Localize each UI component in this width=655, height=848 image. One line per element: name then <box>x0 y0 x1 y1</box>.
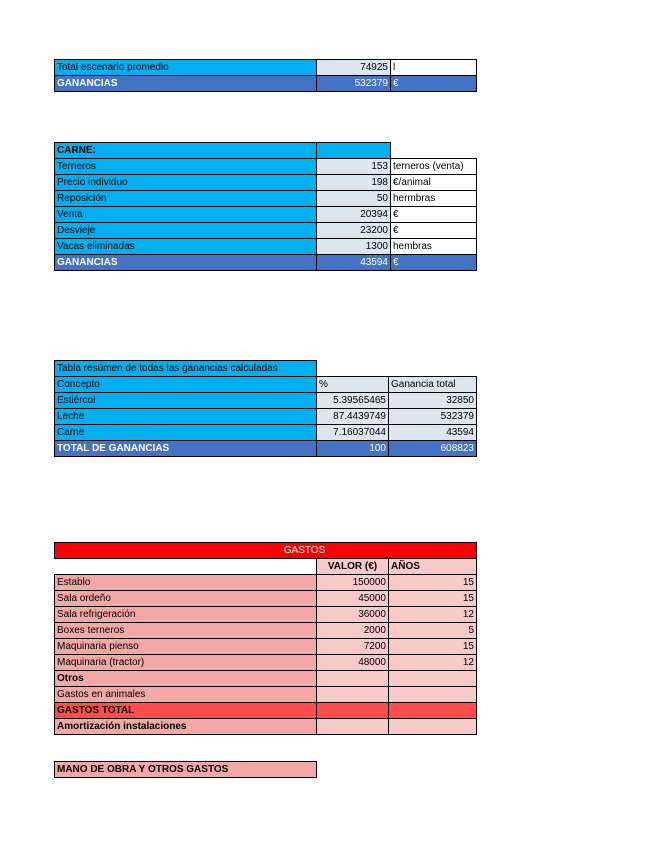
gastos-valor: 7200 <box>317 639 389 655</box>
resumen-concepto: Estiércol <box>55 393 317 409</box>
summary-unit: € <box>391 76 477 92</box>
carne-value: 153 <box>317 159 391 175</box>
carne-value: 23200 <box>317 223 391 239</box>
resumen-concepto: Leche <box>55 409 317 425</box>
gastos-valor <box>317 671 389 687</box>
carne-title: CARNE: <box>55 143 317 159</box>
amortizacion-valor <box>317 719 389 735</box>
carne-label: Venta <box>55 207 317 223</box>
table-header-row <box>55 559 477 575</box>
col-header: Concepto <box>55 377 317 393</box>
gastos-anos: 15 <box>389 591 477 607</box>
table-row <box>55 575 477 591</box>
summary-value: 74925 <box>317 60 391 76</box>
gastos-title: GASTOS <box>55 543 477 559</box>
col-header: % <box>317 377 389 393</box>
carne-unit: € <box>391 223 477 239</box>
resumen-table <box>54 360 477 457</box>
empty-cell <box>317 361 389 377</box>
gastos-anos: 12 <box>389 655 477 671</box>
carne-total-label: GANANCIAS <box>55 255 317 271</box>
summary-value: 532379 <box>317 76 391 92</box>
col-header: Ganancia total <box>389 377 477 393</box>
gastos-label: Sala refrigeración <box>55 607 317 623</box>
table-row <box>55 639 477 655</box>
empty-cell <box>389 361 477 377</box>
carne-label: Vacas eliminadas <box>55 239 317 255</box>
carne-unit: hembras <box>391 239 477 255</box>
table-row <box>55 159 477 175</box>
gastos-total-valor <box>317 703 389 719</box>
gastos-valor: 36000 <box>317 607 389 623</box>
table-row <box>55 76 477 92</box>
table-row <box>55 703 477 719</box>
mano-obra-label: MANO DE OBRA Y OTROS GASTOS <box>55 762 317 778</box>
col-header: AÑOS <box>389 559 477 575</box>
gastos-valor: 48000 <box>317 655 389 671</box>
gastos-label: Maquinaria pienso <box>55 639 317 655</box>
carne-label: Precio individuo <box>55 175 317 191</box>
summary-label: Total escenario promedio <box>55 60 317 76</box>
carne-unit: €/animal <box>391 175 477 191</box>
amortizacion-label: Amortización instalaciones <box>55 719 317 735</box>
table-row <box>55 623 477 639</box>
gastos-anos: 15 <box>389 575 477 591</box>
table-row <box>55 255 477 271</box>
table-row <box>55 425 477 441</box>
resumen-pct: 5.39565465 <box>317 393 389 409</box>
carne-table <box>54 142 477 271</box>
resumen-total-label: TOTAL DE GANANCIAS <box>55 441 317 457</box>
mano-obra-table <box>54 761 317 778</box>
col-header: VALOR (€) <box>317 559 389 575</box>
table-row <box>55 393 477 409</box>
carne-value: 1300 <box>317 239 391 255</box>
gastos-anos: 12 <box>389 607 477 623</box>
table-row <box>55 60 477 76</box>
gastos-total-anos <box>389 703 477 719</box>
amortizacion-anos <box>389 719 477 735</box>
gastos-anos <box>389 687 477 703</box>
gastos-anos <box>389 671 477 687</box>
carne-value: 50 <box>317 191 391 207</box>
table-row <box>55 175 477 191</box>
gastos-label: Gastos en animales <box>55 687 317 703</box>
summary-label: GANANCIAS <box>55 76 317 92</box>
gastos-label: Maquinaria (tractor) <box>55 655 317 671</box>
gastos-label: Sala ordeño <box>55 591 317 607</box>
table-row <box>55 607 477 623</box>
table-row <box>55 223 477 239</box>
gastos-valor <box>317 687 389 703</box>
carne-title-fill <box>317 143 391 159</box>
empty-cell <box>55 559 317 575</box>
carne-label: Desvieje <box>55 223 317 239</box>
carne-label: Reposición <box>55 191 317 207</box>
gastos-table <box>54 542 477 735</box>
carne-total-unit: € <box>391 255 477 271</box>
summary-table <box>54 59 477 92</box>
resumen-title: Tabla resúmen de todas las ganancias calculadas <box>55 361 317 377</box>
gastos-total-label: GASTOS TOTAL <box>55 703 317 719</box>
carne-unit: € <box>391 207 477 223</box>
table-row <box>55 441 477 457</box>
carne-value: 20394 <box>317 207 391 223</box>
table-row <box>55 591 477 607</box>
empty-cell <box>391 143 477 159</box>
carne-total-value: 43594 <box>317 255 391 271</box>
resumen-total-ganancia: 608823 <box>389 441 477 457</box>
table-row <box>55 191 477 207</box>
gastos-label: Otros <box>55 671 317 687</box>
resumen-ganancia: 532379 <box>389 409 477 425</box>
table-row <box>55 207 477 223</box>
gastos-valor: 150000 <box>317 575 389 591</box>
carne-value: 198 <box>317 175 391 191</box>
gastos-anos: 15 <box>389 639 477 655</box>
table-row <box>55 671 477 687</box>
carne-unit: terneros (venta) <box>391 159 477 175</box>
resumen-concepto: Carne <box>55 425 317 441</box>
resumen-pct: 7.16037044 <box>317 425 389 441</box>
carne-unit: hermbras <box>391 191 477 207</box>
table-row <box>55 762 317 778</box>
table-row <box>55 239 477 255</box>
table-row <box>55 719 477 735</box>
gastos-label: Establo <box>55 575 317 591</box>
gastos-label: Boxes terneros <box>55 623 317 639</box>
carne-label: Terneros <box>55 159 317 175</box>
resumen-pct: 87.4439749 <box>317 409 389 425</box>
table-header-row <box>55 377 477 393</box>
table-row <box>55 655 477 671</box>
table-row <box>55 687 477 703</box>
gastos-valor: 45000 <box>317 591 389 607</box>
table-row <box>55 361 477 377</box>
table-row <box>55 409 477 425</box>
resumen-total-pct: 100 <box>317 441 389 457</box>
table-row <box>55 143 477 159</box>
resumen-ganancia: 32850 <box>389 393 477 409</box>
resumen-ganancia: 43594 <box>389 425 477 441</box>
summary-unit: l <box>391 60 477 76</box>
gastos-valor: 2000 <box>317 623 389 639</box>
table-row <box>55 543 477 559</box>
gastos-anos: 5 <box>389 623 477 639</box>
